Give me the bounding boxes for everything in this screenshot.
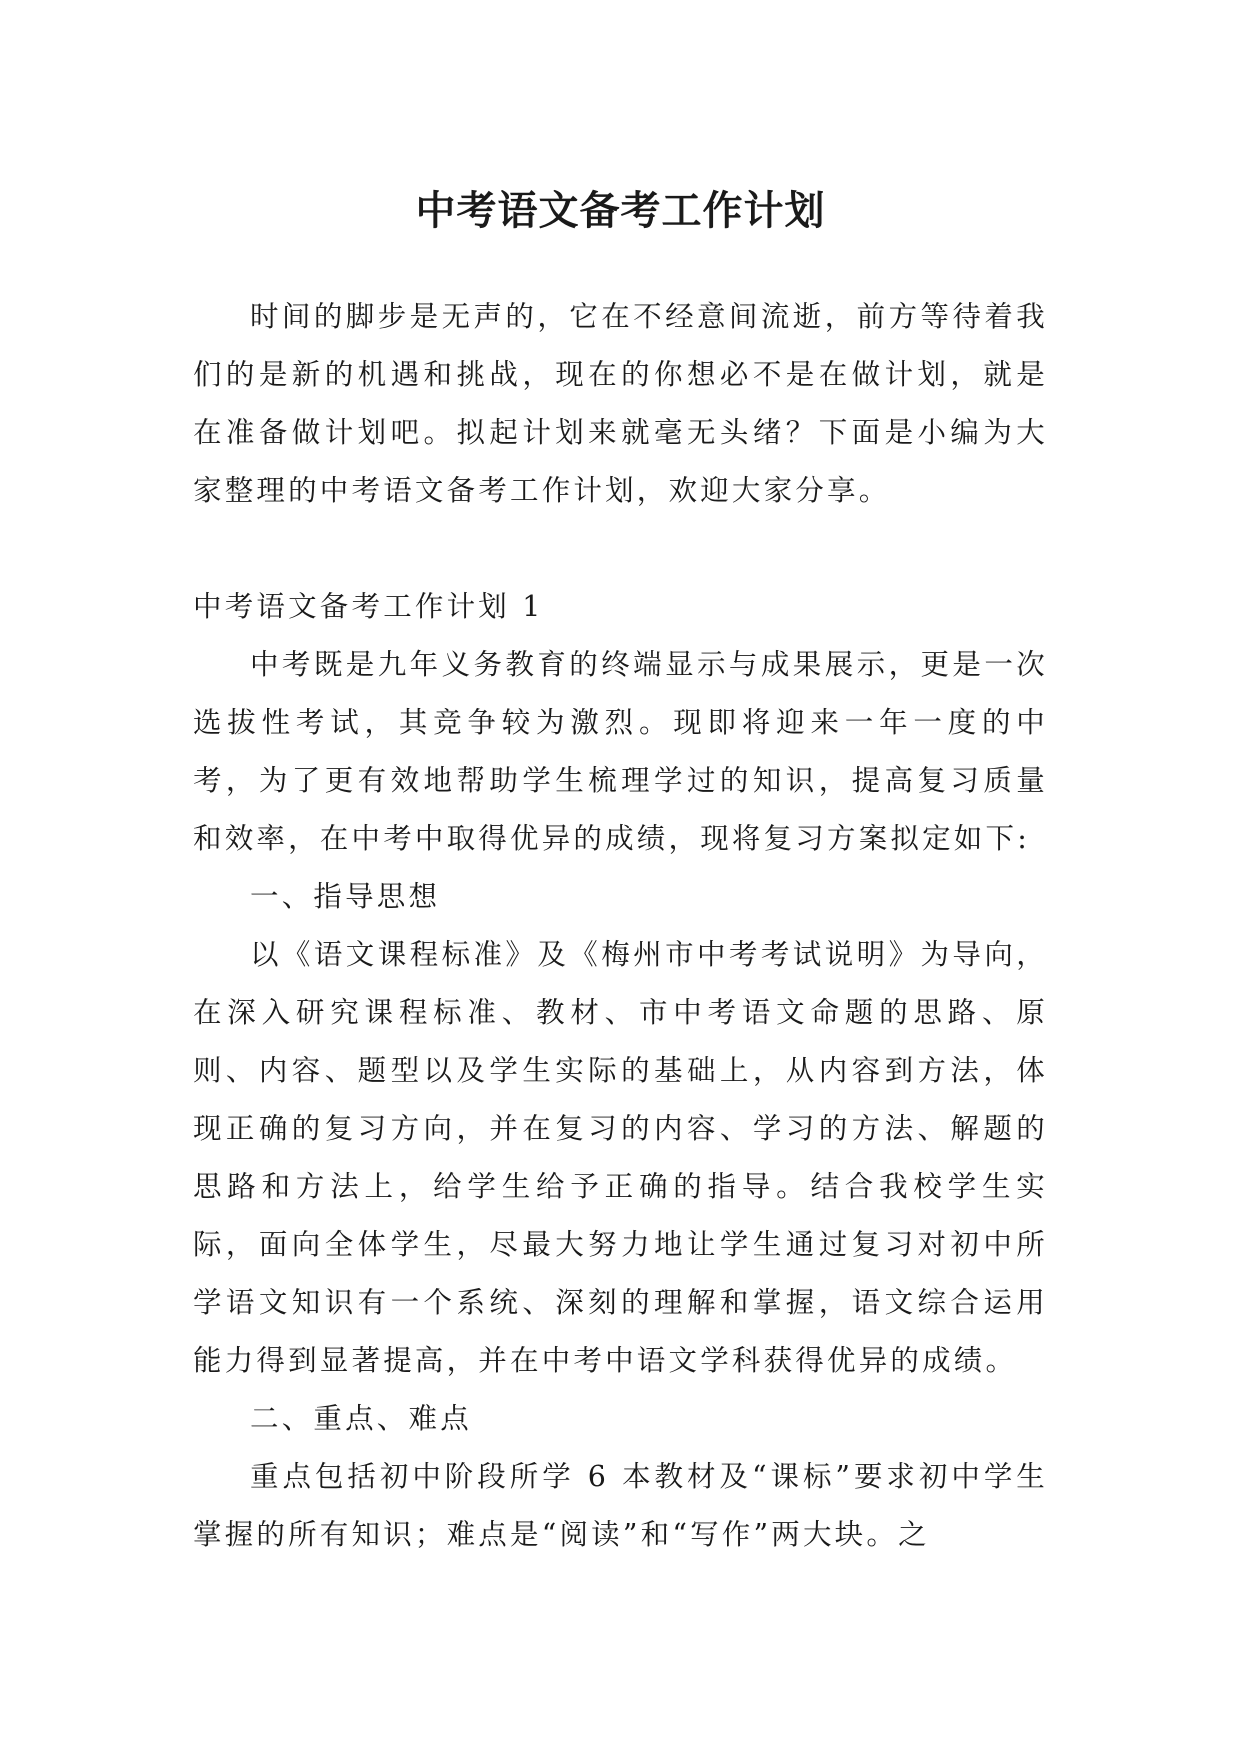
guiding-thought-paragraph: 以《语文课程标准》及《梅州市中考考试说明》为导向，在深入研究课程标准、教材、市中考语文命题的思路、原则、内容、题型以及学生实际的基础上，从内容到方法，体现正确的复习方向，并在复习的内容、学习的方法、解题的思路和方法上，给学生给予正确的指导。结合我校学生实际，面向全体学生，尽最大努力地让学生通过复习对初中所学语文知识有一个系统、深刻的理解和掌握，语文综合运用能力得到显著提高，并在中考中语文学科获得优异的成绩。 <box>193 938 1048 1377</box>
document-body <box>193 288 1048 1564</box>
section-title: 中考语文备考工作计划 1 <box>193 590 544 623</box>
section-paragraph: 中考既是九年义务教育的终端显示与成果展示，更是一次选拔性考试，其竞争较为激烈。现即将迎来一年一度的中考，为了更有效地帮助学生梳理学过的知识，提高复习质量和效率，在中考中取得优异的成绩，现将复习方案拟定如下: <box>193 648 1048 855</box>
heading-key-points: 二、重点、难点 <box>250 1402 472 1435</box>
document-title: 中考语文备考工作计划 <box>415 186 826 234</box>
heading-guiding-thought: 一、指导思想 <box>250 880 441 913</box>
key-points-paragraph: 重点包括初中阶段所学 6 本教材及“课标”要求初中学生掌握的所有知识；难点是“阅读”和“写作”两大块。之 <box>193 1460 1048 1551</box>
intro-paragraph: 时间的脚步是无声的，它在不经意间流逝，前方等待着我们的是新的机遇和挑战，现在的你想必不是在做计划，就是在准备做计划吧。拟起计划来就毫无头绪？下面是小编为大家整理的中考语文备考工作计划，欢迎大家分享。 <box>193 300 1048 507</box>
